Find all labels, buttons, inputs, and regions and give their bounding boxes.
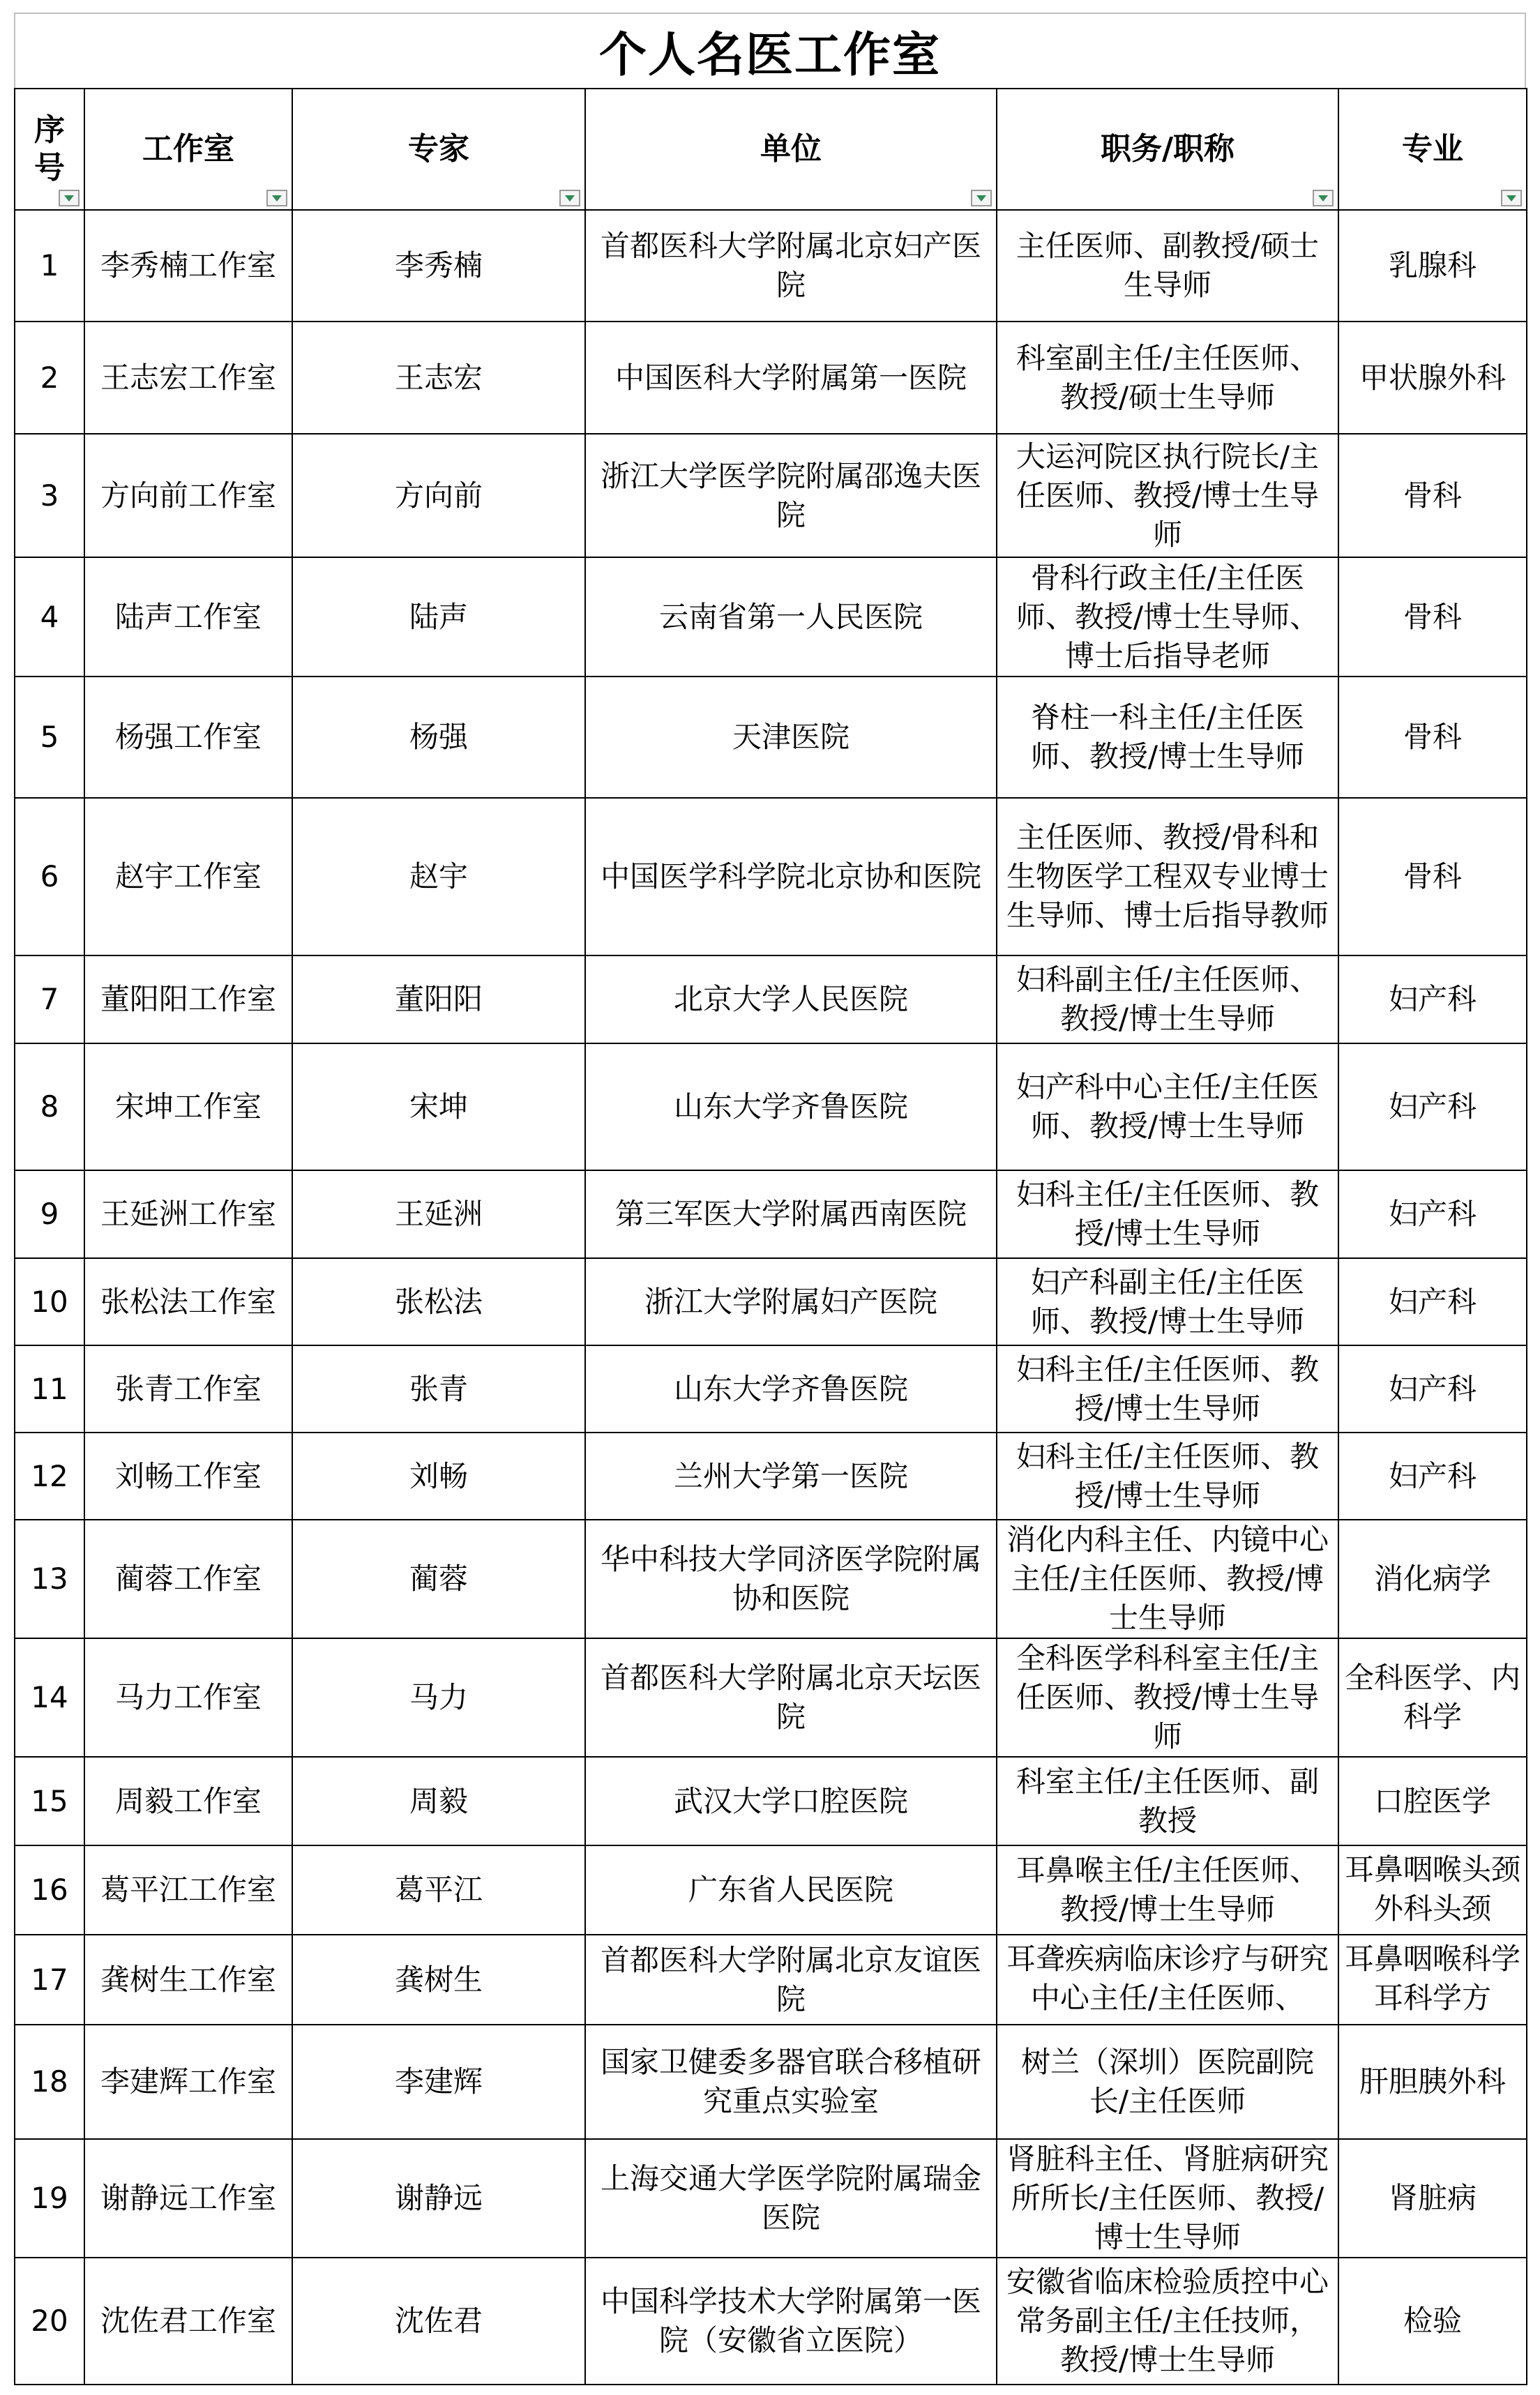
cell-no: 15 <box>15 1757 84 1845</box>
cell-expert: 刘畅 <box>292 1433 585 1520</box>
cell-specialty: 全科医学、内科学 <box>1338 1638 1527 1757</box>
cell-unit: 广东省人民医院 <box>585 1845 997 1935</box>
header-cell-studio: 工作室 <box>84 89 292 210</box>
cell-no: 8 <box>15 1043 84 1170</box>
cell-specialty: 妇产科 <box>1338 1043 1527 1170</box>
cell-studio: 沈佐君工作室 <box>84 2258 292 2385</box>
cell-no: 13 <box>15 1520 84 1638</box>
cell-position: 科室副主任/主任医师、教授/硕士生导师 <box>997 322 1338 434</box>
cell-position: 树兰（深圳）医院副院长/主任医师 <box>997 2025 1338 2139</box>
cell-studio: 张青工作室 <box>84 1345 292 1433</box>
cell-unit: 中国科学技术大学附属第一医院（安徽省立医院） <box>585 2258 997 2385</box>
header-row <box>15 89 1527 210</box>
table-row <box>15 1757 1527 1845</box>
cell-specialty: 妇产科 <box>1338 1345 1527 1433</box>
table-row <box>15 1520 1527 1638</box>
cell-position: 耳聋疾病临床诊疗与研究中心主任/主任医师、 <box>997 1935 1338 2025</box>
cell-position: 科室主任/主任医师、副教授 <box>997 1757 1338 1845</box>
cell-no: 18 <box>15 2025 84 2139</box>
cell-unit: 北京大学人民医院 <box>585 955 997 1043</box>
cell-unit: 云南省第一人民医院 <box>585 557 997 677</box>
table-row <box>15 2139 1527 2258</box>
cell-unit: 兰州大学第一医院 <box>585 1433 997 1520</box>
filter-dropdown-icon[interactable] <box>559 190 580 206</box>
filter-dropdown-icon[interactable] <box>1313 190 1334 206</box>
cell-expert: 赵宇 <box>292 798 585 955</box>
doctor-table <box>14 88 1527 2385</box>
cell-no: 11 <box>15 1345 84 1433</box>
cell-no: 10 <box>15 1258 84 1345</box>
cell-expert: 宋坤 <box>292 1043 585 1170</box>
cell-position: 妇科副主任/主任医师、教授/博士生导师 <box>997 955 1338 1043</box>
filter-dropdown-icon[interactable] <box>266 190 287 206</box>
cell-specialty: 肾脏病 <box>1338 2139 1527 2258</box>
cell-studio: 谢静远工作室 <box>84 2139 292 2258</box>
table-row <box>15 1170 1527 1258</box>
cell-unit: 首都医科大学附属北京友谊医院 <box>585 1935 997 2025</box>
table-row <box>15 2258 1527 2385</box>
cell-unit: 首都医科大学附属北京天坛医院 <box>585 1638 997 1757</box>
header-cell-expert: 专家 <box>292 89 585 210</box>
cell-studio: 周毅工作室 <box>84 1757 292 1845</box>
cell-expert: 谢静远 <box>292 2139 585 2258</box>
cell-studio: 张松法工作室 <box>84 1258 292 1345</box>
cell-position: 骨科行政主任/主任医师、教授/博士生导师、博士后指导老师 <box>997 557 1338 677</box>
cell-specialty: 妇产科 <box>1338 1433 1527 1520</box>
page-title: 个人名医工作室 <box>598 27 941 83</box>
cell-studio: 董阳阳工作室 <box>84 955 292 1043</box>
cell-studio: 李建辉工作室 <box>84 2025 292 2139</box>
cell-unit: 首都医科大学附属北京妇产医院 <box>585 210 997 322</box>
cell-no: 12 <box>15 1433 84 1520</box>
cell-studio: 葛平江工作室 <box>84 1845 292 1935</box>
table-row <box>15 955 1527 1043</box>
cell-unit: 山东大学齐鲁医院 <box>585 1043 997 1170</box>
header-cell-position: 职务/职称 <box>997 89 1338 210</box>
table-row <box>15 2025 1527 2139</box>
cell-studio: 陆声工作室 <box>84 557 292 677</box>
cell-position: 耳鼻喉主任/主任医师、教授/博士生导师 <box>997 1845 1338 1935</box>
cell-studio: 杨强工作室 <box>84 677 292 798</box>
cell-unit: 华中科技大学同济医学院附属协和医院 <box>585 1520 997 1638</box>
cell-expert: 李建辉 <box>292 2025 585 2139</box>
cell-expert: 马力 <box>292 1638 585 1757</box>
cell-no: 4 <box>15 557 84 677</box>
cell-position: 脊柱一科主任/主任医师、教授/博士生导师 <box>997 677 1338 798</box>
cell-unit: 国家卫健委多器官联合移植研究重点实验室 <box>585 2025 997 2139</box>
cell-unit: 第三军医大学附属西南医院 <box>585 1170 997 1258</box>
cell-specialty: 骨科 <box>1338 434 1527 557</box>
table-row <box>15 1845 1527 1935</box>
cell-unit: 中国医学科学院北京协和医院 <box>585 798 997 955</box>
cell-expert: 张青 <box>292 1345 585 1433</box>
cell-specialty: 妇产科 <box>1338 1170 1527 1258</box>
cell-no: 5 <box>15 677 84 798</box>
cell-specialty: 乳腺科 <box>1338 210 1527 322</box>
cell-no: 1 <box>15 210 84 322</box>
table-row <box>15 1258 1527 1345</box>
cell-position: 全科医学科科室主任/主任医师、教授/博士生导师 <box>997 1638 1338 1757</box>
cell-specialty: 甲状腺外科 <box>1338 322 1527 434</box>
cell-position: 妇产科副主任/主任医师、教授/博士生导师 <box>997 1258 1338 1345</box>
cell-specialty: 耳鼻咽喉头颈外科头颈 <box>1338 1845 1527 1935</box>
cell-position: 消化内科主任、内镜中心主任/主任医师、教授/博士生导师 <box>997 1520 1338 1638</box>
cell-expert: 龚树生 <box>292 1935 585 2025</box>
cell-unit: 中国医科大学附属第一医院 <box>585 322 997 434</box>
cell-expert: 周毅 <box>292 1757 585 1845</box>
cell-specialty: 骨科 <box>1338 798 1527 955</box>
filter-dropdown-icon[interactable] <box>59 190 80 206</box>
cell-specialty: 妇产科 <box>1338 955 1527 1043</box>
cell-unit: 上海交通大学医学院附属瑞金医院 <box>585 2139 997 2258</box>
cell-no: 3 <box>15 434 84 557</box>
table-row <box>15 210 1527 322</box>
cell-studio: 刘畅工作室 <box>84 1433 292 1520</box>
cell-no: 17 <box>15 1935 84 2025</box>
cell-position: 主任医师、副教授/硕士生导师 <box>997 210 1338 322</box>
spreadsheet <box>14 13 1526 2385</box>
cell-no: 19 <box>15 2139 84 2258</box>
table-row <box>15 322 1527 434</box>
cell-specialty: 骨科 <box>1338 677 1527 798</box>
cell-specialty: 耳鼻咽喉科学耳科学方 <box>1338 1935 1527 2025</box>
cell-studio: 龚树生工作室 <box>84 1935 292 2025</box>
cell-position: 妇科主任/主任医师、教授/博士生导师 <box>997 1170 1338 1258</box>
cell-unit: 浙江大学医学院附属邵逸夫医院 <box>585 434 997 557</box>
header-cell-no: 序号 <box>15 89 84 210</box>
header-cell-unit: 单位 <box>585 89 997 210</box>
cell-no: 7 <box>15 955 84 1043</box>
cell-unit: 武汉大学口腔医院 <box>585 1757 997 1845</box>
table-row <box>15 798 1527 955</box>
cell-studio: 王志宏工作室 <box>84 322 292 434</box>
cell-unit: 浙江大学附属妇产医院 <box>585 1258 997 1345</box>
cell-expert: 董阳阳 <box>292 955 585 1043</box>
cell-no: 9 <box>15 1170 84 1258</box>
cell-expert: 王志宏 <box>292 322 585 434</box>
cell-position: 大运河院区执行院长/主任医师、教授/博士生导师 <box>997 434 1338 557</box>
cell-no: 20 <box>15 2258 84 2385</box>
cell-specialty: 消化病学 <box>1338 1520 1527 1638</box>
cell-expert: 杨强 <box>292 677 585 798</box>
table-row <box>15 677 1527 798</box>
cell-unit: 山东大学齐鲁医院 <box>585 1345 997 1433</box>
title-row <box>14 13 1526 88</box>
cell-specialty: 肝胆胰外科 <box>1338 2025 1527 2139</box>
table-row <box>15 1043 1527 1170</box>
cell-no: 14 <box>15 1638 84 1757</box>
cell-expert: 葛平江 <box>292 1845 585 1935</box>
cell-unit: 天津医院 <box>585 677 997 798</box>
table-row <box>15 1935 1527 2025</box>
cell-specialty: 口腔医学 <box>1338 1757 1527 1845</box>
filter-dropdown-icon[interactable] <box>1501 190 1522 206</box>
cell-expert: 王延洲 <box>292 1170 585 1258</box>
cell-studio: 宋坤工作室 <box>84 1043 292 1170</box>
cell-no: 2 <box>15 322 84 434</box>
cell-studio: 蔺蓉工作室 <box>84 1520 292 1638</box>
cell-expert: 蔺蓉 <box>292 1520 585 1638</box>
cell-expert: 李秀楠 <box>292 210 585 322</box>
table-row <box>15 1638 1527 1757</box>
cell-position: 妇科主任/主任医师、教授/博士生导师 <box>997 1345 1338 1433</box>
filter-dropdown-icon[interactable] <box>971 190 992 206</box>
cell-studio: 李秀楠工作室 <box>84 210 292 322</box>
cell-specialty: 检验 <box>1338 2258 1527 2385</box>
cell-specialty: 妇产科 <box>1338 1258 1527 1345</box>
cell-expert: 张松法 <box>292 1258 585 1345</box>
cell-expert: 陆声 <box>292 557 585 677</box>
cell-studio: 方向前工作室 <box>84 434 292 557</box>
cell-expert: 沈佐君 <box>292 2258 585 2385</box>
cell-position: 安徽省临床检验质控中心常务副主任/主任技师，教授/博士生导师 <box>997 2258 1338 2385</box>
cell-studio: 赵宇工作室 <box>84 798 292 955</box>
table-row <box>15 1345 1527 1433</box>
cell-expert: 方向前 <box>292 434 585 557</box>
cell-specialty: 骨科 <box>1338 557 1527 677</box>
cell-position: 主任医师、教授/骨科和生物医学工程双专业博士生导师、博士后指导教师 <box>997 798 1338 955</box>
cell-studio: 马力工作室 <box>84 1638 292 1757</box>
cell-position: 妇科主任/主任医师、教授/博士生导师 <box>997 1433 1338 1520</box>
cell-studio: 王延洲工作室 <box>84 1170 292 1258</box>
cell-no: 16 <box>15 1845 84 1935</box>
table-row <box>15 434 1527 557</box>
cell-position: 妇产科中心主任/主任医师、教授/博士生导师 <box>997 1043 1338 1170</box>
table-row <box>15 1433 1527 1520</box>
cell-no: 6 <box>15 798 84 955</box>
table-row <box>15 557 1527 677</box>
cell-position: 肾脏科主任、肾脏病研究所所长/主任医师、教授/博士生导师 <box>997 2139 1338 2258</box>
header-cell-specialty: 专业 <box>1338 89 1527 210</box>
